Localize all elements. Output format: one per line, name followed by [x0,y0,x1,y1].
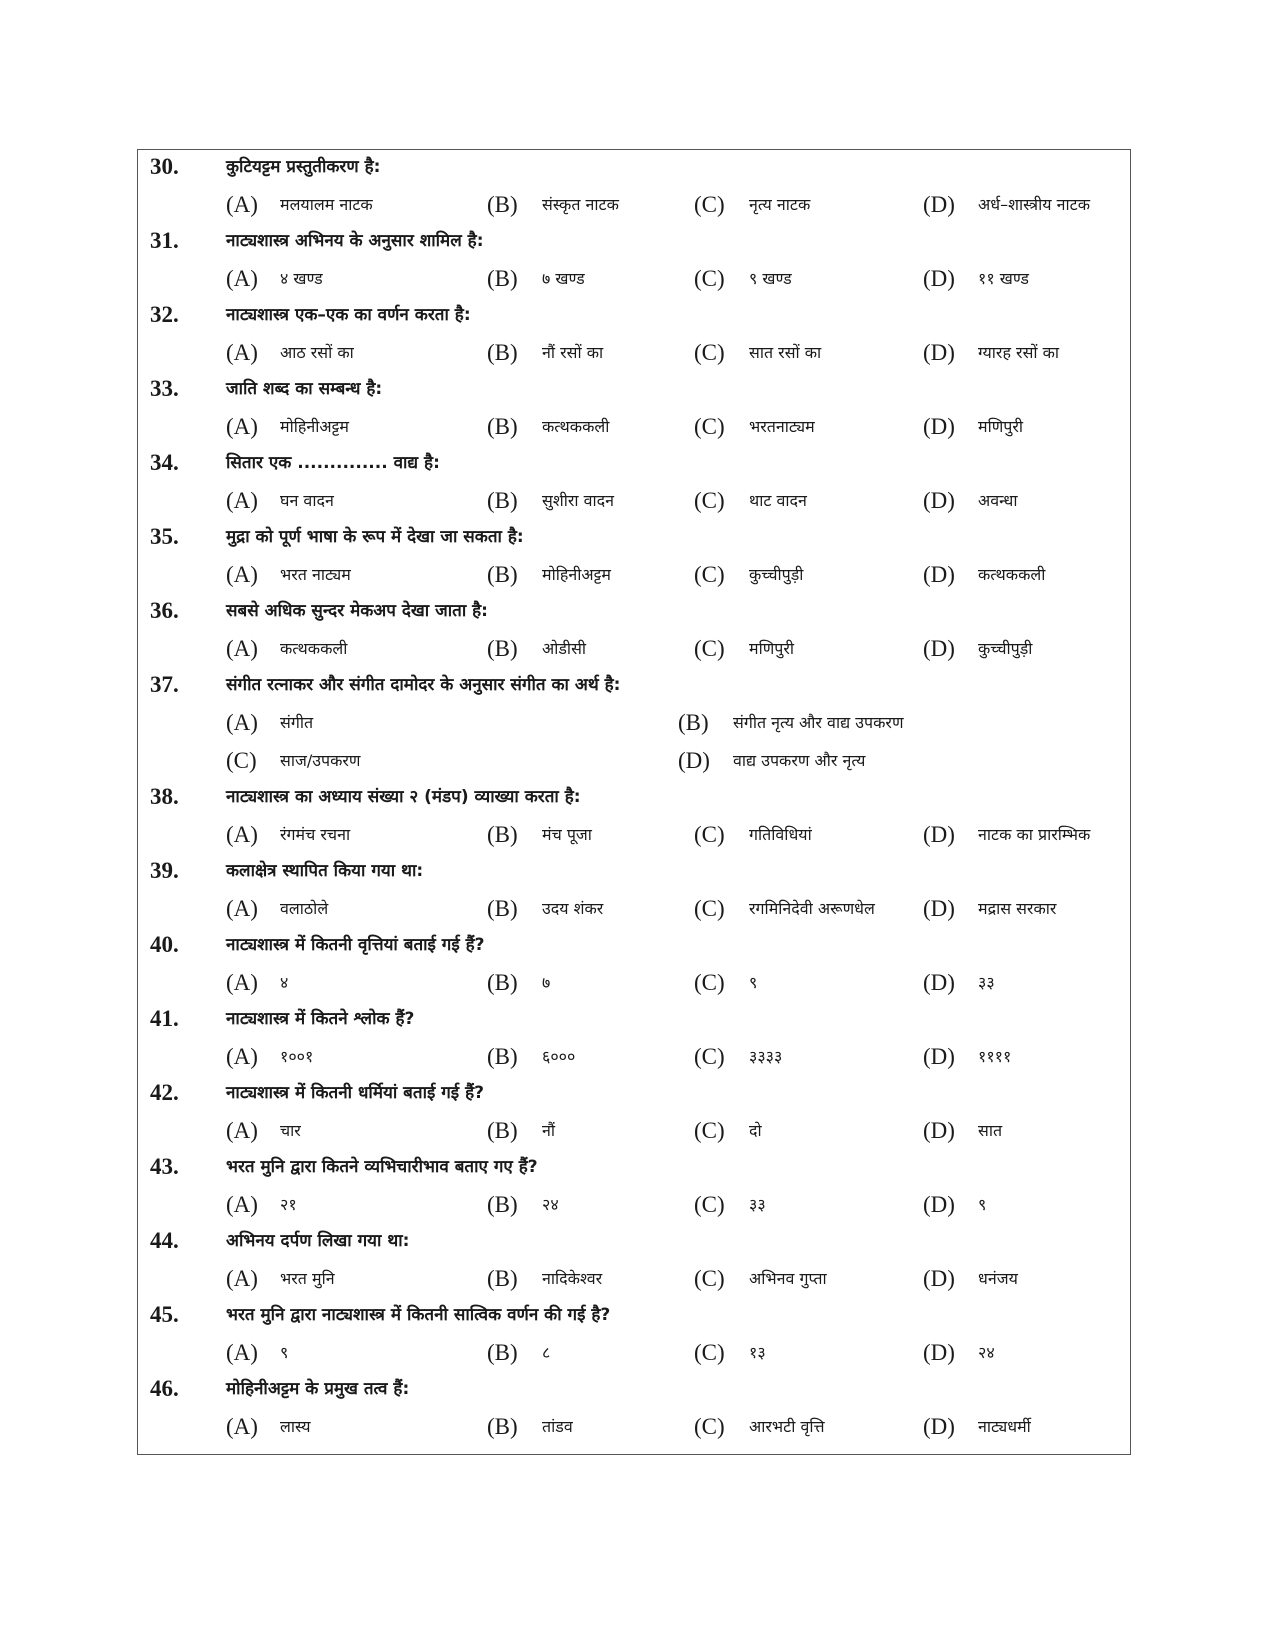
option-label: (D) [923,340,955,365]
option-text: दो [749,1121,762,1140]
option-d [923,340,1060,366]
option-text: थाट वादन [749,491,807,510]
option-label: (A) [226,340,258,365]
option-label: (A) [226,266,258,291]
option-b [487,488,615,514]
option-a [226,562,351,588]
question-text: नाट्यशास्त्र एक–एक का वर्णन करता है: [226,305,471,325]
options-row [138,482,1130,520]
option-text: कुच्चीपुड़ी [978,639,1033,658]
question-text: नाट्यशास्त्र में कितने श्लोक हैं? [226,1009,415,1029]
option-label: (C) [694,1414,725,1439]
option-c [694,1340,766,1366]
question-row [138,1298,1130,1334]
option-label: (C) [694,1266,725,1291]
question-number: 46. [150,1376,179,1401]
option-label: (D) [678,748,710,773]
option-text: नृत्य नाटक [749,195,811,214]
option-label: (D) [923,636,955,661]
option-text: रंगमंच रचना [280,825,351,844]
option-text: अर्ध–शास्त्रीय नाटक [978,195,1091,214]
option-a [226,414,349,440]
option-label: (A) [226,1340,258,1365]
option-label: (B) [487,1192,518,1217]
option-text: १००१ [280,1047,314,1066]
option-text: ९ खण्ड [749,269,792,288]
option-label: (C) [694,414,725,439]
option-label: (D) [923,1118,955,1143]
option-a [226,896,329,922]
question-row [138,594,1130,630]
option-c [694,970,758,996]
option-c [694,896,875,922]
question-number: 30. [150,154,179,179]
question-number: 32. [150,302,179,327]
option-text: ९ [978,1195,987,1214]
option-b [487,1044,576,1070]
option-text: मलयालम नाटक [280,195,373,214]
option-text: नाटक का प्रारम्भिक [978,825,1091,844]
option-text: ३३ [749,1195,766,1214]
option-label: (A) [226,970,258,995]
option-label: (D) [923,488,955,513]
question-row [138,224,1130,260]
option-label: (D) [923,414,955,439]
question-number: 44. [150,1228,179,1253]
question-row [138,780,1130,816]
option-text: वाद्य उपकरण और नृत्य [733,751,866,770]
option-c [694,1044,783,1070]
question-number: 41. [150,1006,179,1031]
option-label: (A) [226,1414,258,1439]
option-text: मणिपुरी [978,417,1024,436]
option-text: ४ [280,973,289,992]
question-row [138,854,1130,890]
option-text: अवन्धा [978,491,1018,510]
option-text: भरत नाट्यम [280,565,351,584]
options-row [138,1260,1130,1298]
option-c [694,1192,766,1218]
question-row [138,928,1130,964]
question-text: कुटियट्टम प्रस्तुतीकरण है: [226,157,381,177]
option-c [694,636,795,662]
option-b [487,1340,551,1366]
option-label: (C) [694,822,725,847]
option-label: (B) [487,266,518,291]
question-number: 31. [150,228,179,253]
question-row [138,1224,1130,1260]
option-label: (C) [694,340,725,365]
options-row [138,1408,1130,1446]
option-label: (C) [226,748,257,773]
option-text: मंच पूजा [542,825,592,844]
option-b [487,192,619,218]
option-b [487,1192,559,1218]
option-b [487,896,604,922]
option-text: लास्य [280,1417,311,1436]
option-label: (B) [487,1044,518,1069]
option-label: (A) [226,488,258,513]
question-row [138,298,1130,334]
option-text: कत्थककली [280,639,348,658]
option-label: (A) [226,822,258,847]
option-label: (B) [487,192,518,217]
option-label: (A) [226,1118,258,1143]
option-c [694,192,811,218]
option-c [694,266,792,292]
option-text: साज/उपकरण [280,751,361,770]
question-text: नाट्यशास्त्र में कितनी धर्मियां बताई गई हैं? [226,1083,484,1103]
option-text: तांडव [542,1417,573,1436]
option-label: (D) [923,1414,955,1439]
option-d [923,1414,1031,1440]
options-row [138,816,1130,854]
option-text: २४ [978,1343,995,1362]
option-text: धनंजय [978,1269,1018,1288]
options-row [138,964,1130,1002]
question-text: भरत मुनि द्वारा कितने व्यभिचारीभाव बताए गए हैं? [226,1157,538,1177]
option-label: (C) [694,1118,725,1143]
question-number: 38. [150,784,179,809]
option-a [226,822,351,848]
option-label: (C) [694,1192,725,1217]
options-row [138,408,1130,446]
option-label: (C) [694,1044,725,1069]
question-row [138,1076,1130,1112]
question-number: 35. [150,524,179,549]
option-text: ९ [280,1343,289,1362]
question-sheet [137,149,1131,1455]
option-label: (D) [923,1266,955,1291]
option-text: ग्यारह रसों का [978,343,1060,362]
option-text: उदय शंकर [542,899,604,918]
option-a [226,1044,314,1070]
question-row [138,1372,1130,1408]
option-d [923,488,1018,514]
options-row [138,556,1130,594]
option-a [226,970,289,996]
option-d [923,1340,995,1366]
option-d [923,896,1057,922]
option-label: (D) [923,562,955,587]
option-a [226,1340,289,1366]
options-row [138,1334,1130,1372]
question-text: संगीत रत्नाकर और संगीत दामोदर के अनुसार संगीत का अर्थ है: [226,675,621,695]
question-number: 45. [150,1302,179,1327]
question-text: मोहिनीअट्टम के प्रमुख तत्व हैं: [226,1379,410,1399]
option-text: सात रसों का [749,343,822,362]
option-text: ९ [749,973,758,992]
options-row [138,334,1130,372]
option-c [694,1414,825,1440]
option-d [923,266,1029,292]
option-text: संगीत नृत्य और वाद्य उपकरण [733,713,904,732]
option-label: (A) [226,1266,258,1291]
option-b [487,1414,573,1440]
option-text: रगमिनिदेवी अरूणधेल [749,899,875,918]
option-label: (C) [694,266,725,291]
option-text: सात [978,1121,1003,1140]
option-text: ३३ [978,973,995,992]
question-text: नाट्यशास्त्र में कितनी वृत्तियां बताई गई हैं? [226,935,485,955]
option-a [226,1192,297,1218]
options-row [138,1112,1130,1150]
question-number: 42. [150,1080,179,1105]
option-label: (D) [923,896,955,921]
option-b [487,1118,556,1144]
option-text: ११११ [978,1047,1012,1066]
question-row [138,1150,1130,1186]
option-text: नाट्यधर्मी [978,1417,1031,1436]
option-label: (C) [694,488,725,513]
option-a [226,1414,311,1440]
option-d [923,1192,987,1218]
option-text: मोहिनीअट्टम [280,417,349,436]
options-row [138,186,1130,224]
option-label: (B) [487,1414,518,1439]
option-label: (B) [487,1118,518,1143]
option-label: (C) [694,192,725,217]
option-b [487,822,592,848]
option-label: (D) [923,1044,955,1069]
option-c [694,1266,827,1292]
option-b [487,340,604,366]
option-a [226,1266,335,1292]
option-label: (B) [487,1266,518,1291]
option-d [923,1118,1003,1144]
option-text: मद्रास सरकार [978,899,1057,918]
option-d [923,1044,1012,1070]
option-text: नादिकेश्वर [542,1269,603,1288]
option-text: नौं रसों का [542,343,604,362]
option-b [487,1266,603,1292]
option-text: कुच्चीपुड़ी [749,565,804,584]
question-row [138,520,1130,556]
question-text: कलाक्षेत्र स्थापित किया गया था: [226,861,424,881]
option-text: ७ [542,973,551,992]
option-text: २४ [542,1195,559,1214]
option-label: (B) [487,636,518,661]
option-a [226,340,354,366]
option-c [694,414,815,440]
question-text: सबसे अधिक सुन्दर मेकअप देखा जाता है: [226,601,488,621]
options-row [138,890,1130,928]
question-text: मुद्रा को पूर्ण भाषा के रूप में देखा जा सकता है: [226,527,524,547]
question-row [138,668,1130,704]
option-label: (C) [694,636,725,661]
option-text: मणिपुरी [749,639,795,658]
option-text: सुशीरा वादन [542,491,615,510]
option-a [226,192,373,218]
option-label: (D) [923,1340,955,1365]
option-label: (D) [923,1192,955,1217]
option-text: भरतनाट्यम [749,417,815,436]
option-text: २१ [280,1195,297,1214]
option-text: ११ खण्ड [978,269,1029,288]
option-a [226,636,348,662]
question-number: 36. [150,598,179,623]
question-row [138,150,1130,186]
option-a [226,710,314,736]
option-b [487,636,587,662]
question-text: नाट्यशास्त्र का अध्याय संख्या २ (मंडप) व्याख्या करता है: [226,787,581,807]
options-row [138,260,1130,298]
options-row [138,742,1130,780]
option-label: (C) [694,562,725,587]
question-text: जाति शब्द का सम्बन्ध है: [226,379,383,399]
option-label: (B) [487,970,518,995]
option-text: नौं [542,1121,556,1140]
question-text: अभिनय दर्पण लिखा गया था: [226,1231,410,1251]
option-label: (B) [487,822,518,847]
option-label: (B) [487,488,518,513]
options-row [138,1038,1130,1076]
option-label: (A) [226,896,258,921]
option-text: अभिनव गुप्ता [749,1269,827,1288]
option-text: संस्कृत नाटक [542,195,619,214]
option-label: (B) [487,340,518,365]
question-text: भरत मुनि द्वारा नाट्यशास्त्र में कितनी सात्विक वर्णन की गई है? [226,1305,611,1325]
options-row [138,704,1130,742]
option-d [923,1266,1018,1292]
question-number: 34. [150,450,179,475]
option-a [226,488,334,514]
question-number: 39. [150,858,179,883]
option-label: (B) [487,414,518,439]
option-text: वलाठोले [280,899,329,918]
option-text: भरत मुनि [280,1269,335,1288]
option-label: (A) [226,192,258,217]
option-label: (B) [678,710,709,735]
option-label: (C) [694,896,725,921]
options-row [138,1186,1130,1224]
option-c [694,1118,762,1144]
option-label: (A) [226,1192,258,1217]
option-label: (D) [923,192,955,217]
option-text: १३ [749,1343,766,1362]
option-b [678,710,904,736]
option-text: ४ खण्ड [280,269,323,288]
option-label: (D) [923,266,955,291]
option-d [923,822,1091,848]
option-b [487,266,585,292]
option-a [226,1118,301,1144]
option-c [226,748,361,774]
question-number: 43. [150,1154,179,1179]
option-text: गतिविधियां [749,825,812,844]
option-label: (B) [487,1340,518,1365]
option-a [226,266,323,292]
option-d [923,970,995,996]
option-text: ७ खण्ड [542,269,585,288]
option-text: आठ रसों का [280,343,354,362]
option-c [694,488,807,514]
option-label: (A) [226,1044,258,1069]
option-text: घन वादन [280,491,334,510]
option-text: संगीत [280,713,314,732]
option-b [487,970,551,996]
option-text: आरभटी वृत्ति [749,1417,825,1436]
option-d [923,562,1046,588]
question-number: 33. [150,376,179,401]
option-label: (A) [226,414,258,439]
option-text: चार [280,1121,301,1140]
option-b [487,562,611,588]
question-number: 40. [150,932,179,957]
option-label: (D) [923,822,955,847]
question-row [138,1002,1130,1038]
option-label: (B) [487,562,518,587]
option-text: कत्थककली [542,417,610,436]
option-text: ६००० [542,1047,576,1066]
option-c [694,562,804,588]
option-text: कत्थककली [978,565,1046,584]
question-text: सितार एक .............. वाद्य है: [226,453,440,473]
option-label: (C) [694,970,725,995]
option-label: (A) [226,562,258,587]
option-text: ३३३३ [749,1047,783,1066]
option-label: (C) [694,1340,725,1365]
option-label: (B) [487,896,518,921]
option-d [923,636,1033,662]
option-d [923,414,1024,440]
question-row [138,372,1130,408]
option-label: (A) [226,710,258,735]
question-number: 37. [150,672,179,697]
question-text: नाट्यशास्त्र अभिनय के अनुसार शामिल है: [226,231,484,251]
option-c [694,340,822,366]
option-text: मोहिनीअट्टम [542,565,611,584]
option-text: ओडीसी [542,639,587,658]
option-d [678,748,866,774]
option-b [487,414,610,440]
options-row [138,630,1130,668]
option-label: (A) [226,636,258,661]
question-row [138,446,1130,482]
option-text: ८ [542,1343,551,1362]
option-c [694,822,812,848]
option-label: (D) [923,970,955,995]
option-d [923,192,1091,218]
